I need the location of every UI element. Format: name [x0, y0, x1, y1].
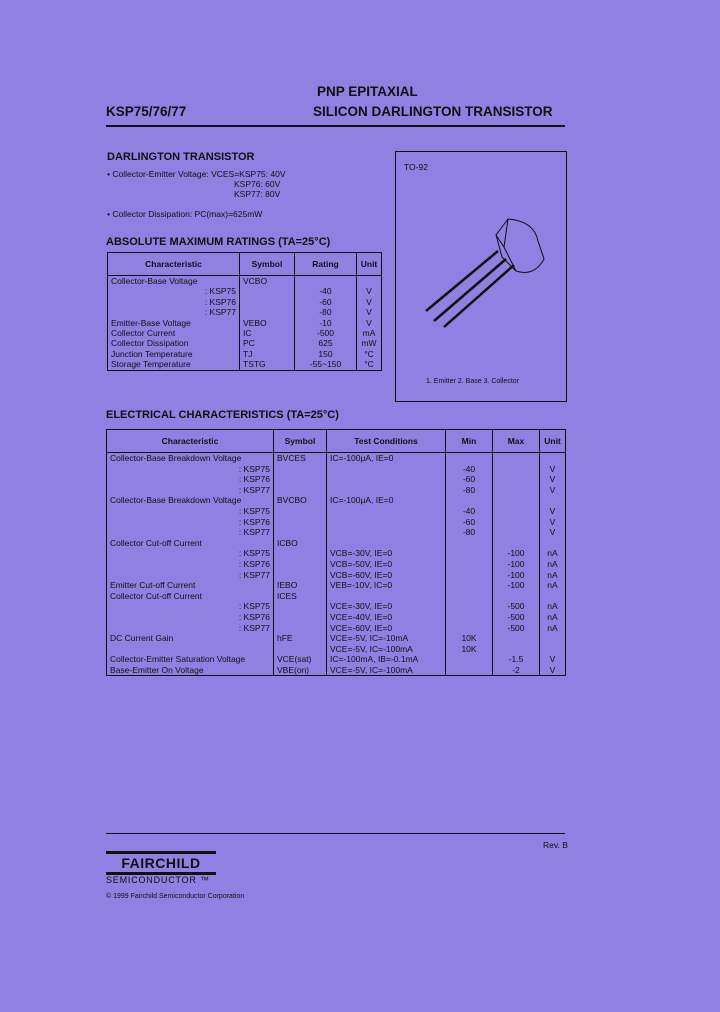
- table-cell: VCE=-60V, IE=0: [327, 623, 446, 634]
- table-row: [107, 464, 566, 475]
- table-row: [108, 307, 382, 317]
- to92-package-drawing: [416, 207, 556, 337]
- table-row: [108, 297, 382, 307]
- table-cell: Collector Current: [108, 328, 240, 338]
- table-cell: -500: [295, 328, 357, 338]
- table-cell: [540, 633, 566, 644]
- table-cell: [274, 464, 327, 475]
- footer-rule: [106, 833, 565, 834]
- table-cell: VCB=-50V, IE=0: [327, 559, 446, 570]
- table-cell: °C: [364, 359, 374, 370]
- table-cell: : KSP75: [108, 286, 240, 296]
- table-cell: -500: [493, 623, 540, 634]
- table-cell: IC=-100μA, IE=0: [327, 495, 446, 506]
- table-cell: IC=-100μA, IE=0: [327, 453, 446, 464]
- elec-col-characteristic: Characteristic: [107, 430, 274, 453]
- table-cell: : KSP76: [107, 517, 274, 528]
- table-cell: VCBO: [240, 276, 295, 287]
- intro-bullet-2: • Collector Dissipation: PC(max)=625mW: [107, 209, 263, 219]
- table-cell: IEBO: [274, 580, 327, 591]
- table-cell: Collector Cut-off Current: [107, 538, 274, 549]
- logo-name: FAIRCHILD: [106, 851, 216, 875]
- table-cell: [240, 297, 295, 307]
- table-cell: ICBO: [274, 538, 327, 549]
- table-cell: V: [549, 463, 556, 474]
- table-row: [107, 495, 566, 506]
- table-cell: [274, 474, 327, 485]
- table-cell: VCE=-5V, IC=-100mA: [327, 644, 446, 655]
- table-cell: -100: [493, 570, 540, 581]
- table-cell: [446, 495, 493, 506]
- table-cell: -10: [295, 318, 357, 328]
- table-cell: [327, 517, 446, 528]
- elec-col-max: Max: [493, 430, 540, 453]
- table-cell: [493, 633, 540, 644]
- part-number: KSP75/76/77: [106, 104, 187, 119]
- table-cell: Collector Dissipation: [108, 338, 240, 348]
- table-cell: nA: [547, 569, 558, 580]
- table-cell: Collector-Base Breakdown Voltage: [107, 453, 274, 464]
- table-cell: V: [549, 484, 556, 495]
- table-cell: [327, 527, 446, 538]
- table-cell: mA: [362, 328, 376, 339]
- table-cell: V: [549, 664, 556, 675]
- table-row: [107, 612, 566, 623]
- table-cell: nA: [547, 580, 558, 591]
- table-row: [107, 474, 566, 485]
- table-cell: Collector Cut-off Current: [107, 591, 274, 602]
- intro-bullet-1: • Collector-Emitter Voltage: VCES=KSP75: 40V: [107, 169, 286, 179]
- table-cell: VEB=-10V, IC=0: [327, 580, 446, 591]
- table-cell: -80: [295, 307, 357, 317]
- table-cell: [446, 601, 493, 612]
- abs-col-symbol: Symbol: [240, 253, 295, 276]
- table-cell: : KSP75: [107, 601, 274, 612]
- table-cell: VEBO: [240, 318, 295, 328]
- table-cell: [446, 453, 493, 464]
- table-cell: V: [366, 286, 372, 297]
- table-cell: : KSP77: [107, 623, 274, 634]
- table-cell: nA: [547, 548, 558, 559]
- table-cell: [540, 538, 566, 549]
- table-cell: [493, 485, 540, 496]
- table-cell: [327, 506, 446, 517]
- intro-bullet-1a: KSP76: 60V: [234, 179, 281, 189]
- table-cell: [446, 570, 493, 581]
- header-line2: SILICON DARLINGTON TRANSISTOR: [313, 104, 553, 119]
- abs-max-table: [107, 252, 382, 371]
- table-cell: : KSP75: [107, 464, 274, 475]
- table-row: [107, 570, 566, 581]
- elec-table: [106, 429, 566, 676]
- table-cell: [240, 286, 295, 296]
- table-cell: : KSP77: [107, 570, 274, 581]
- table-cell: TJ: [240, 349, 295, 359]
- table-cell: [274, 548, 327, 559]
- elec-col-symbol: Symbol: [274, 430, 327, 453]
- table-cell: Collector-Base Voltage: [108, 276, 240, 287]
- table-cell: Collector-Base Breakdown Voltage: [107, 495, 274, 506]
- table-row: [107, 559, 566, 570]
- table-cell: V: [366, 296, 372, 307]
- table-row: [108, 276, 382, 287]
- table-cell: Collector-Emitter Saturation Voltage: [107, 654, 274, 665]
- abs-max-title: ABSOLUTE MAXIMUM RATINGS (TA=25°C): [106, 236, 331, 248]
- elec-col-unit: Unit: [540, 430, 566, 453]
- table-cell: -80: [446, 527, 493, 538]
- abs-col-characteristic: Characteristic: [108, 253, 240, 276]
- table-cell: VCE=-30V, IE=0: [327, 601, 446, 612]
- table-cell: : KSP76: [107, 474, 274, 485]
- table-cell: VCE=-40V, IE=0: [327, 612, 446, 623]
- table-cell: [274, 612, 327, 623]
- table-cell: [446, 559, 493, 570]
- table-cell: 10K: [446, 644, 493, 655]
- table-cell: [493, 506, 540, 517]
- package-name: TO-92: [404, 162, 428, 172]
- table-cell: [274, 601, 327, 612]
- table-cell: IC: [240, 328, 295, 338]
- table-cell: mW: [361, 338, 377, 349]
- table-row: [107, 623, 566, 634]
- table-cell: Junction Temperature: [108, 349, 240, 359]
- table-cell: : KSP75: [107, 506, 274, 517]
- table-row: [107, 633, 566, 644]
- fairchild-logo: [106, 851, 216, 885]
- table-cell: VCB=-30V, IE=0: [327, 548, 446, 559]
- header-line1: PNP EPITAXIAL: [317, 84, 418, 99]
- table-cell: [540, 591, 566, 602]
- table-cell: [327, 485, 446, 496]
- table-cell: [493, 644, 540, 655]
- table-cell: [327, 464, 446, 475]
- table-row: [107, 665, 566, 676]
- table-cell: : KSP77: [107, 485, 274, 496]
- table-cell: °C: [364, 348, 374, 359]
- revision: Rev. B: [543, 840, 568, 850]
- table-cell: 150: [295, 349, 357, 359]
- table-cell: -100: [493, 580, 540, 591]
- table-cell: V: [366, 317, 372, 328]
- table-cell: [446, 538, 493, 549]
- table-cell: [493, 591, 540, 602]
- table-cell: -100: [493, 559, 540, 570]
- table-cell: [446, 548, 493, 559]
- table-cell: [274, 527, 327, 538]
- table-cell: [107, 644, 274, 655]
- table-cell: [446, 665, 493, 676]
- elec-col-conditions: Test Conditions: [327, 430, 446, 453]
- table-cell: [327, 591, 446, 602]
- table-cell: V: [366, 307, 372, 318]
- table-cell: VCE=-5V, IC=-10mA: [327, 633, 446, 644]
- table-cell: [540, 644, 566, 655]
- table-cell: [540, 495, 566, 506]
- table-cell: Storage Temperature: [108, 359, 240, 370]
- table-cell: [493, 495, 540, 506]
- table-cell: nA: [547, 558, 558, 569]
- table-row: [108, 338, 382, 348]
- table-cell: [295, 276, 357, 287]
- table-cell: [274, 644, 327, 655]
- table-cell: [446, 654, 493, 665]
- package-caption: 1. Emitter 2. Base 3. Collector: [426, 378, 519, 385]
- elec-title: ELECTRICAL CHARACTERISTICS (TA=25°C): [106, 409, 339, 421]
- table-cell: [274, 485, 327, 496]
- table-cell: 10K: [446, 633, 493, 644]
- table-cell: -60: [446, 474, 493, 485]
- table-cell: [446, 580, 493, 591]
- table-row: [108, 349, 382, 359]
- table-cell: IC=-100mA, IB=-0.1mA: [327, 654, 446, 665]
- table-cell: [493, 517, 540, 528]
- table-cell: VBE(on): [274, 665, 327, 676]
- table-cell: : KSP75: [107, 548, 274, 559]
- table-cell: : KSP77: [108, 307, 240, 317]
- header-rule: [106, 125, 565, 127]
- table-cell: V: [549, 654, 556, 665]
- table-cell: VCB=-60V, IE=0: [327, 570, 446, 581]
- table-cell: -40: [446, 464, 493, 475]
- table-cell: [357, 276, 382, 287]
- abs-col-unit: Unit: [357, 253, 382, 276]
- table-row: [108, 359, 382, 370]
- table-cell: [493, 527, 540, 538]
- table-cell: [493, 474, 540, 485]
- table-row: [107, 453, 566, 464]
- elec-col-min: Min: [446, 430, 493, 453]
- table-row: [107, 548, 566, 559]
- table-cell: -60: [446, 517, 493, 528]
- table-row: [108, 328, 382, 338]
- table-cell: hFE: [274, 633, 327, 644]
- table-cell: [274, 517, 327, 528]
- copyright: © 1999 Fairchild Semiconductor Corporation: [106, 893, 245, 900]
- table-cell: : KSP76: [107, 559, 274, 570]
- intro-bullet-1b: KSP77: 80V: [234, 189, 281, 199]
- table-cell: TSTG: [240, 359, 295, 370]
- table-row: [107, 644, 566, 655]
- table-cell: : KSP77: [107, 527, 274, 538]
- table-cell: [327, 474, 446, 485]
- table-cell: [327, 538, 446, 549]
- table-row: [108, 318, 382, 328]
- table-row: [108, 286, 382, 296]
- table-cell: VCE(sat): [274, 654, 327, 665]
- table-cell: [274, 570, 327, 581]
- package-box: [395, 151, 567, 402]
- logo-sub: SEMICONDUCTOR ™: [106, 875, 210, 885]
- table-cell: nA: [547, 622, 558, 633]
- table-row: [107, 506, 566, 517]
- table-cell: -500: [493, 601, 540, 612]
- table-cell: [446, 623, 493, 634]
- table-cell: -100: [493, 548, 540, 559]
- table-cell: V: [549, 474, 556, 485]
- table-cell: [274, 623, 327, 634]
- table-cell: V: [549, 505, 556, 516]
- table-row: [107, 485, 566, 496]
- table-cell: V: [549, 527, 556, 538]
- table-cell: -40: [295, 286, 357, 296]
- table-cell: V: [549, 516, 556, 527]
- table-cell: -1.5: [493, 654, 540, 665]
- table-cell: 625: [295, 338, 357, 348]
- table-row: [107, 527, 566, 538]
- table-cell: [493, 464, 540, 475]
- table-row: [107, 538, 566, 549]
- table-cell: nA: [547, 611, 558, 622]
- table-cell: VCE=-5V, IC=-100mA: [327, 665, 446, 676]
- table-cell: [240, 307, 295, 317]
- abs-col-rating: Rating: [295, 253, 357, 276]
- table-cell: -60: [295, 297, 357, 307]
- table-cell: : KSP76: [108, 297, 240, 307]
- table-cell: [446, 612, 493, 623]
- table-cell: -2: [493, 665, 540, 676]
- table-cell: -40: [446, 506, 493, 517]
- table-cell: -55~150: [295, 359, 357, 370]
- table-row: [107, 601, 566, 612]
- table-cell: [540, 453, 566, 464]
- table-cell: PC: [240, 338, 295, 348]
- table-cell: BVCBO: [274, 495, 327, 506]
- table-row: [107, 580, 566, 591]
- table-cell: Base-Emitter On Voltage: [107, 665, 274, 676]
- table-cell: Emitter-Base Voltage: [108, 318, 240, 328]
- table-cell: Emitter Cut-off Current: [107, 580, 274, 591]
- table-cell: nA: [547, 601, 558, 612]
- table-cell: -80: [446, 485, 493, 496]
- table-row: [107, 654, 566, 665]
- table-cell: [274, 506, 327, 517]
- table-cell: : KSP76: [107, 612, 274, 623]
- intro-title: DARLINGTON TRANSISTOR: [107, 151, 255, 163]
- table-cell: DC Current Gain: [107, 633, 274, 644]
- table-cell: ICES: [274, 591, 327, 602]
- table-row: [107, 517, 566, 528]
- table-cell: [446, 591, 493, 602]
- table-cell: BVCES: [274, 453, 327, 464]
- table-cell: [493, 538, 540, 549]
- table-cell: [493, 453, 540, 464]
- table-cell: -500: [493, 612, 540, 623]
- table-row: [107, 591, 566, 602]
- table-cell: [274, 559, 327, 570]
